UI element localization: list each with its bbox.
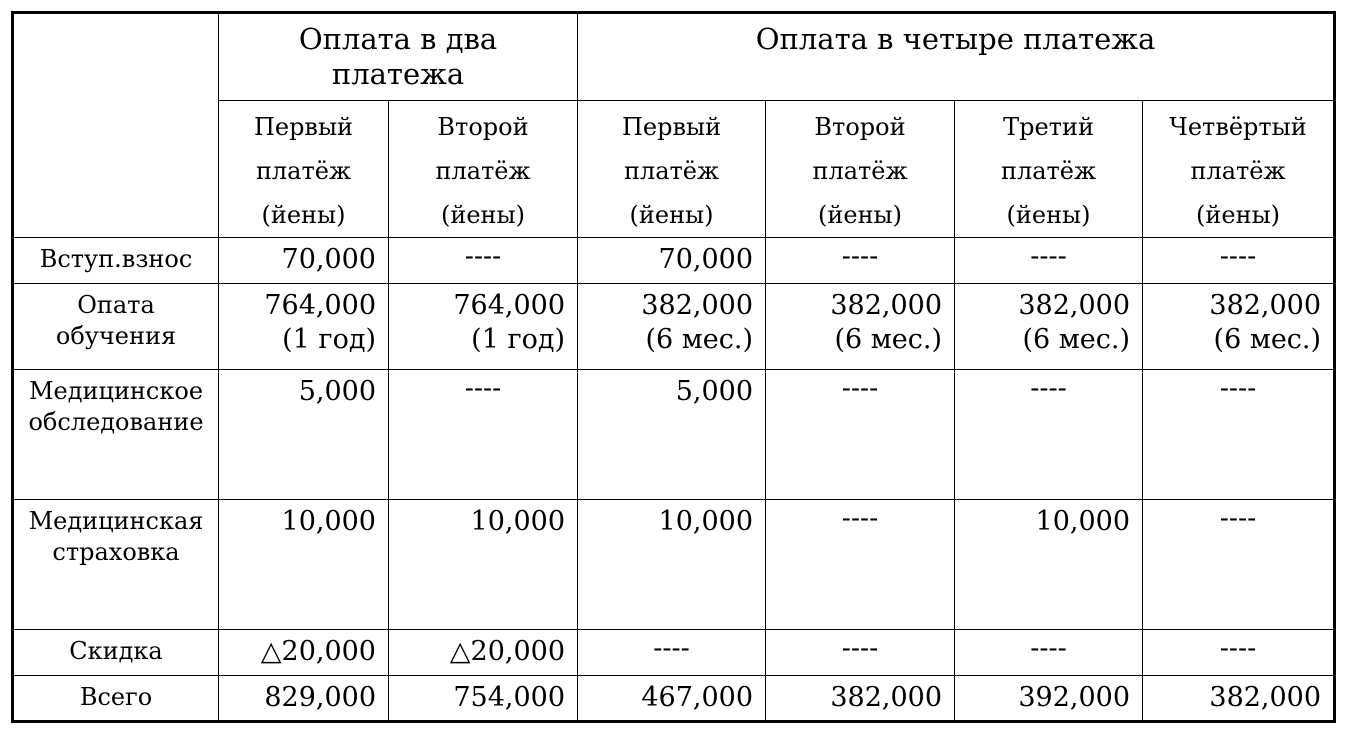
- empty-value-cell: [1143, 500, 1335, 630]
- subheader-payment-line: платёж: [623, 157, 720, 185]
- row-label: [13, 284, 219, 370]
- value-cell-line: 392,000: [1018, 682, 1131, 714]
- subheader-payment-line: платёж: [1190, 157, 1286, 185]
- value-cell: [219, 370, 389, 500]
- value-cell-line: 382,000: [1209, 682, 1322, 714]
- row-label: [13, 500, 219, 630]
- value-cell: [389, 284, 578, 370]
- value-cell: [389, 630, 578, 676]
- value-cell-line: 10,000: [1035, 506, 1131, 537]
- value-cell-line: 5,000: [675, 376, 754, 407]
- empty-value-cell-line: ----: [1219, 241, 1257, 272]
- value-cell-line: 467,000: [641, 682, 754, 714]
- header-two-payments-line: платежа: [331, 56, 465, 91]
- row-label: [13, 370, 219, 500]
- subheader-payment-line: Третий: [1003, 113, 1094, 141]
- value-cell-line: 10,000: [470, 506, 566, 537]
- row-label-line: Опата: [77, 291, 155, 319]
- header-four-payments: Оплата в четыре платежа: [578, 13, 1335, 101]
- empty-value-cell: [766, 630, 955, 676]
- value-cell-line: 382,000: [641, 290, 754, 321]
- row-label-line: страховка: [52, 538, 180, 567]
- value-cell-line: 382,000: [830, 290, 943, 321]
- value-cell: [578, 500, 766, 630]
- empty-value-cell: [955, 370, 1143, 500]
- subheader-payment-line: платёж: [435, 157, 531, 185]
- subheader-payment-line: (йены): [440, 201, 526, 229]
- value-cell: [389, 676, 578, 722]
- empty-value-cell: [955, 630, 1143, 676]
- value-cell: [219, 284, 389, 370]
- value-cell: [1143, 676, 1335, 722]
- value-cell: [389, 500, 578, 630]
- value-cell-line: 754,000: [453, 682, 566, 714]
- empty-value-cell-line: ----: [1030, 373, 1067, 404]
- row-label-line: Медицинская: [28, 507, 204, 535]
- value-cell-line: 5,000: [298, 376, 376, 407]
- empty-value-cell: [1143, 370, 1335, 500]
- empty-value-cell-line: ----: [653, 633, 690, 664]
- value-cell-line: 382,000: [1209, 290, 1322, 321]
- subheader-payment-line: (йены): [818, 201, 903, 229]
- subheader-payment: [1143, 101, 1335, 238]
- subheader-payment: [955, 101, 1143, 238]
- empty-value-cell-line: ----: [1030, 633, 1067, 664]
- subheader-payment: [389, 101, 578, 238]
- value-cell: [219, 630, 389, 676]
- value-cell: [1143, 284, 1335, 370]
- value-cell: [219, 676, 389, 722]
- subheader-payment-line: (йены): [629, 201, 714, 229]
- value-cell-line: 70,000: [281, 244, 376, 275]
- value-cell-line: 70,000: [658, 244, 754, 275]
- subheader-payment-line: Второй: [814, 113, 906, 141]
- table-row: [13, 630, 1335, 676]
- value-cell: [219, 500, 389, 630]
- value-cell: [955, 500, 1143, 630]
- empty-value-cell-line: ----: [464, 241, 502, 272]
- header-two-payments: [219, 13, 578, 101]
- subheader-payment-line: Первый: [621, 113, 722, 141]
- value-cell-line: 382,000: [830, 682, 943, 714]
- value-cell: [578, 370, 766, 500]
- subheader-payment-line: платёж: [255, 157, 352, 185]
- value-cell: [578, 284, 766, 370]
- corner-cell: [13, 13, 219, 238]
- empty-value-cell: [955, 238, 1143, 284]
- empty-value-cell-line: ----: [1030, 241, 1067, 272]
- subheader-payment-line: Второй: [437, 113, 529, 141]
- subheader-payment: [219, 101, 389, 238]
- row-label: [13, 238, 219, 284]
- value-cell-line: 764,000: [453, 290, 566, 321]
- value-cell: [766, 284, 955, 370]
- value-cell: [955, 284, 1143, 370]
- value-cell: [578, 238, 766, 284]
- row-label-line: обучения: [55, 322, 177, 351]
- row-label-line: Вступ.взнос: [39, 245, 193, 273]
- table-row: [13, 238, 1335, 284]
- header-two-payments-line: Оплата в два: [298, 22, 498, 56]
- empty-value-cell-line: ----: [1219, 503, 1257, 534]
- payment-table: [11, 11, 1336, 723]
- table-row: [13, 676, 1335, 722]
- empty-value-cell-line: ----: [841, 373, 879, 404]
- value-cell: [219, 238, 389, 284]
- row-label: [13, 630, 219, 676]
- empty-value-cell: [1143, 630, 1335, 676]
- empty-value-cell-line: ----: [841, 503, 879, 534]
- empty-value-cell: [1143, 238, 1335, 284]
- row-label-line: обследование: [28, 408, 204, 437]
- table-row: [13, 500, 1335, 630]
- value-cell-line: (6 мес.): [834, 323, 943, 355]
- subheader-payment-line: Первый: [253, 113, 354, 141]
- empty-value-cell: [389, 370, 578, 500]
- value-cell-line: △20,000: [260, 636, 376, 667]
- subheader-payment-line: (йены): [261, 201, 346, 229]
- table-row: [13, 370, 1335, 500]
- row-label-line: Скидка: [69, 637, 163, 665]
- value-cell-line: (1 год): [471, 323, 566, 355]
- subheader-payment-line: Четвёртый: [1169, 113, 1307, 141]
- value-cell-line: 382,000: [1018, 290, 1131, 321]
- subheader-payment-line: платёж: [812, 157, 908, 185]
- value-cell: [578, 676, 766, 722]
- empty-value-cell-line: ----: [464, 373, 502, 404]
- value-cell-line: (6 мес.): [645, 323, 754, 355]
- value-cell-line: (6 мес.): [1022, 323, 1131, 355]
- empty-value-cell: [766, 370, 955, 500]
- value-cell-line: 764,000: [264, 290, 376, 321]
- value-cell: [766, 676, 955, 722]
- header-row-group: [13, 13, 1335, 101]
- subheader-payment: [766, 101, 955, 238]
- row-label-line: Медицинское: [28, 377, 204, 405]
- value-cell-line: 10,000: [658, 506, 754, 537]
- empty-value-cell-line: ----: [841, 633, 879, 664]
- row-label-line: Всего: [79, 683, 153, 712]
- value-cell-line: (6 мес.): [1213, 323, 1322, 355]
- value-cell-line: 10,000: [281, 506, 376, 537]
- empty-value-cell-line: ----: [1219, 373, 1257, 404]
- value-cell: [955, 676, 1143, 722]
- row-label: [13, 676, 219, 722]
- value-cell-line: △20,000: [449, 636, 566, 667]
- table-row: [13, 284, 1335, 370]
- subheader-payment: [578, 101, 766, 238]
- empty-value-cell: [766, 500, 955, 630]
- subheader-payment-line: платёж: [1000, 157, 1097, 185]
- empty-value-cell: [578, 630, 766, 676]
- empty-value-cell-line: ----: [1219, 633, 1257, 664]
- subheader-payment-line: (йены): [1006, 201, 1091, 229]
- empty-value-cell-line: ----: [841, 241, 879, 272]
- empty-value-cell: [766, 238, 955, 284]
- subheader-payment-line: (йены): [1196, 201, 1281, 229]
- value-cell-line: 829,000: [264, 682, 376, 714]
- value-cell-line: (1 год): [282, 323, 376, 355]
- empty-value-cell: [389, 238, 578, 284]
